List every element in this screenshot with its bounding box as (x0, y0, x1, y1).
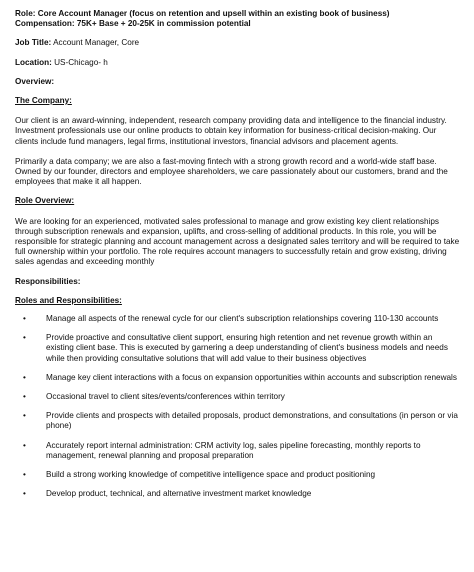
list-item (15, 373, 460, 383)
list-item-text: Provide proactive and consultative client support, ensuring high retention and net revenue growth within an existing client base. This is executed by garnering a deep understanding of client's business models and needs while then providing consultative solutions that will add value to their business objectives (46, 333, 448, 363)
list-item (15, 489, 460, 499)
list-item (15, 314, 460, 324)
role-overview-heading: Role Overview: (15, 196, 75, 206)
list-item (15, 411, 460, 431)
bullet-icon: • (23, 470, 26, 480)
list-item-text: Manage all aspects of the renewal cycle for our client's subscription relationships covering 110-130 accounts (46, 314, 439, 324)
bullet-icon: • (23, 392, 26, 402)
bullet-icon: • (23, 333, 26, 343)
job-title-field (15, 38, 460, 48)
list-item-text: Provide clients and prospects with detailed proposals, product demonstrations, and consultations (in person or via phone) (46, 411, 458, 431)
role-overview-paragraph: We are looking for an experienced, motivated sales professional to manage and grow existing key client relationships through subscription renewals and expansion, uplifts, and cross-selling of additional products. In this role, you will be responsible for strategic planning and account management across a designated sales territory and will be required to take full ownership within your portfolio. The role requires account managers to successfully retain and grow existing, driving sales agendas and exceeding monthly (15, 216, 460, 267)
list-item-text: Accurately report internal administration: CRM activity log, sales pipeline forecasting, monthly reports to management, renewal planning and proposal preparation (46, 440, 421, 460)
location-field (15, 58, 460, 68)
compensation-line: Compensation: 75K+ Base + 20-25K in commission potential (15, 19, 251, 29)
list-item-text: Develop product, technical, and alternative investment market knowledge (46, 489, 312, 499)
list-item (15, 441, 460, 461)
responsibilities-list (15, 314, 460, 499)
location-label: Location: (15, 57, 52, 67)
company-paragraph-2: Primarily a data company; we are also a fast-moving fintech with a strong growth record and a world-wide staff base. Owned by our founder, directors and employee shareholders, we care passionately about our customers, brand and the employees that make it all happen. (15, 156, 448, 187)
company-paragraph-1: Our client is an award-winning, independent, research company providing data and intelligence to the financial industry. Investment professionals use our online products to obtain key information for business-critical decision-making. Our clients include fund managers, legal firms, institutional investors, financial advisors and placement agents. (15, 116, 447, 146)
list-item-text: Occasional travel to client sites/events/conferences within territory (46, 392, 285, 402)
bullet-icon: • (23, 440, 26, 450)
role-line: Role: Core Account Manager (focus on retention and upsell within an existing book of business) (15, 9, 390, 18)
location-value: US-Chicago- h (54, 57, 108, 67)
company-heading: The Company: (15, 96, 72, 106)
list-item (15, 333, 460, 364)
bullet-icon: • (23, 372, 26, 382)
list-item (15, 392, 460, 402)
list-item (15, 470, 460, 480)
list-item-text: Manage key client interactions with a focus on expansion opportunities within accounts and subscription renewals (46, 372, 457, 382)
list-item-text: Build a strong working knowledge of competitive intelligence space and product positioning (46, 470, 376, 480)
job-title-value: Account Manager, Core (53, 38, 140, 48)
responsibilities-heading: Responsibilities: (15, 276, 81, 286)
roles-responsibilities-heading: Roles and Responsibilities: (15, 295, 122, 305)
bullet-icon: • (23, 314, 26, 324)
bullet-icon: • (23, 489, 26, 499)
job-title-label: Job Title: (15, 38, 52, 48)
bullet-icon: • (23, 411, 26, 421)
overview-heading: Overview: (15, 76, 55, 86)
